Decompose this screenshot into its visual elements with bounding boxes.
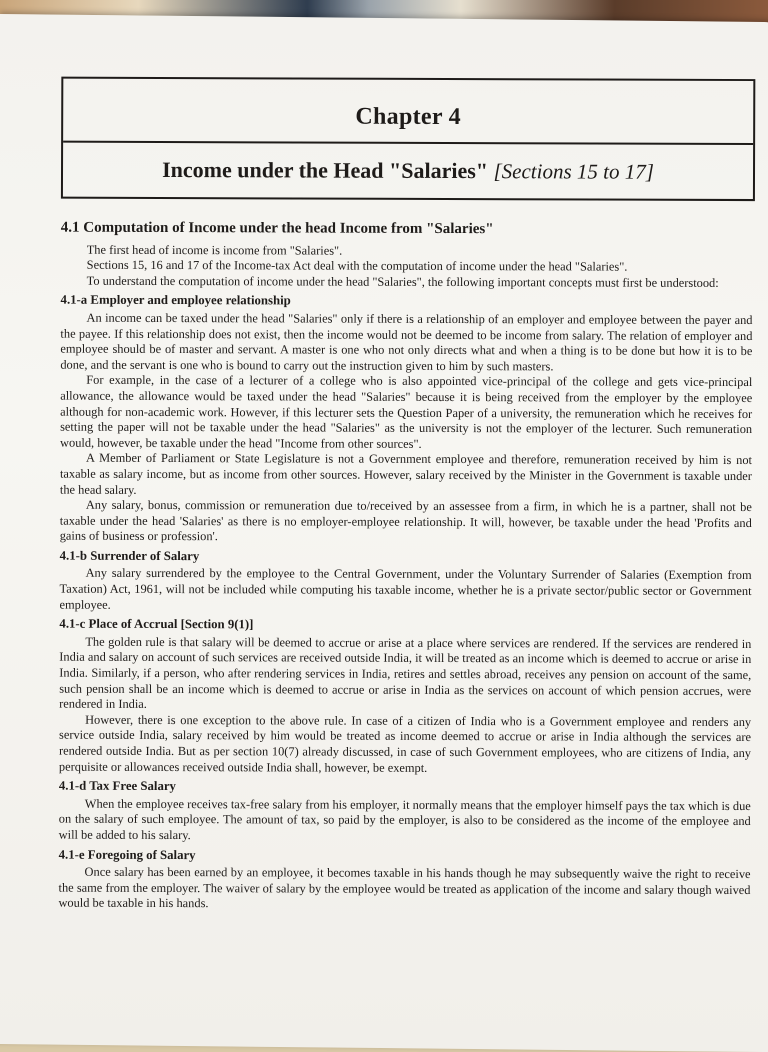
paragraph: For example, in the case of a lecturer of a college who is also appointed vice-principal of the college and gets vice-principal allowance, the allowance would be taxed under the head "Salaries" because it is being received from the employer by the employee although for non-academic work. However, if this lecturer sets the Question Paper of a university, the remuneration which he receives for setting the paper will not be taxable under the head "Salaries" as the university is not the employer of the lecturer. Such remuneration would, however, be taxable under the head "Income from other sources". bbox=[60, 373, 753, 451]
chapter-header-box bbox=[61, 77, 755, 201]
intro-paragraph: To understand the computation of income under the head "Salaries", the following important concepts must first be understood: bbox=[86, 273, 719, 290]
subsection-heading: 4.1-a Employer and employee relationship bbox=[60, 293, 291, 308]
book-page bbox=[0, 14, 768, 1052]
paragraph: The golden rule is that salary will be deemed to accrue or arise at a place where services are rendered. If the services are rendered in India and salary on account of such services are received outside India, it will be treated as an income which is deemed to accrue or arise in India. Similarly, if a person, who after rendering services in India, retires and settles abroad, receives any pension on account of the same, such pension shall be an income which is deemed to accrue or arise in India as the services on account of which pension accrues, were rendered in India. bbox=[59, 634, 752, 712]
chapter-title-text: Income under the Head "Salaries" bbox=[162, 156, 489, 184]
chapter-number: Chapter 4 bbox=[355, 103, 462, 131]
paragraph: However, there is one exception to the above rule. In case of a citizen of India who is a Government employee and renders any service outside India, salary received by him would be treated as income deemed to accrue or arise in India although the services are rendered outside India. But as per section 10(7) already discussed, in case of such Government employees, who are citizens of India, any perquisite or allowances received outside India shall, however, be exempt. bbox=[58, 712, 752, 775]
subsection-heading: 4.1-c Place of Accrual [Section 9(1)] bbox=[59, 616, 254, 632]
subsection-heading: 4.1-b Surrender of Salary bbox=[59, 548, 200, 564]
paragraph: An income can be taxed under the head "Salaries" only if there is a relationship of an employer and employee between the payer and the payee. If this relationship does not exist, then the income would not be deemed to be income from salary. The relation of employer and employee should be of master and servant. A master is one who not only directs what and when a thing is to be done but how it is to be done, and the servant is one who is bound to carry out the instruction given to him by such masters. bbox=[60, 310, 753, 374]
intro-paragraph: Sections 15, 16 and 17 of the Income-tax Act deal with the computation of income under the head "Salaries". bbox=[86, 257, 628, 274]
section-heading: 4.1 Computation of Income under the head Income from "Salaries" bbox=[60, 219, 494, 238]
chapter-title bbox=[63, 157, 753, 185]
page-content bbox=[58, 77, 753, 914]
paragraph: When the employee receives tax-free salary from his employer, it normally means that the employer himself pays the tax which is due on the salary of such employee. The amount of tax, so paid by the employer, is also to be considered as the income of the employee and will be added to his salary. bbox=[58, 796, 751, 843]
chapter-body bbox=[58, 221, 752, 914]
chapter-divider bbox=[63, 141, 753, 145]
subsection-heading: 4.1-e Foregoing of Salary bbox=[58, 847, 196, 862]
intro-paragraph: The first head of income is income from "Salaries". bbox=[86, 242, 343, 258]
paragraph: Once salary has been earned by an employee, it becomes taxable in his hands though he may subsequently waive the right to receive the same from the employer. The waiver of salary by the employee would be treated as application of the income and salary though waived would be taxable in his hands. bbox=[58, 864, 751, 911]
paragraph: A Member of Parliament or State Legislature is not a Government employee and therefore, remuneration received by him is not taxable as salary income, but as income from other sources. However, salary received by the Minister in the Government is taxable under the head salary. bbox=[59, 451, 753, 497]
chapter-sections: [Sections 15 to 17] bbox=[493, 159, 654, 184]
paragraph: Any salary, bonus, commission or remuneration due to/received by an assessee from a firm, in which he is a partner, shall not be taxable under the head 'Salaries' as there is no employer-employee relationship. It will, however, be taxable under the head 'Profits and gains of business or profession'. bbox=[59, 497, 752, 544]
paragraph: Any salary surrendered by the employee to the Central Government, under the Voluntary Surrender of Salaries (Exemption from Taxation) Act, 1961, will not be included while computing his taxable income, whether he is a private sector/public sector or Government employee. bbox=[59, 566, 752, 612]
subsection-heading: 4.1-d Tax Free Salary bbox=[58, 778, 176, 794]
